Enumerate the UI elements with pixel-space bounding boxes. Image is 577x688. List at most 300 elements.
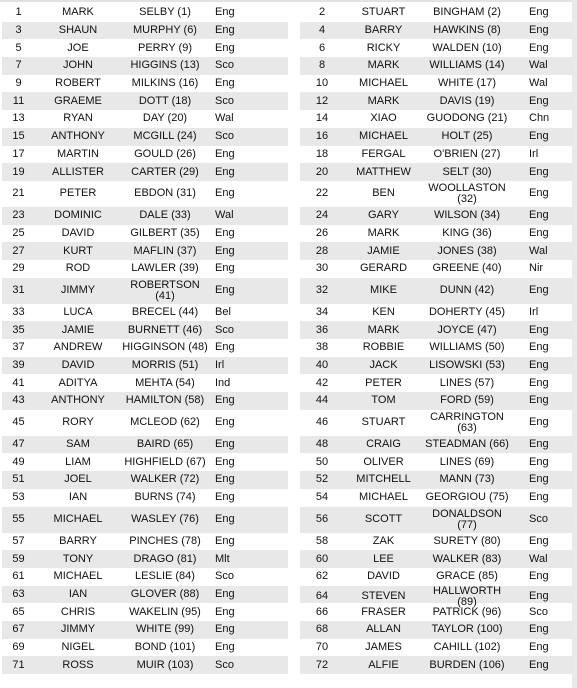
seed-number-cell: 53 [12, 491, 25, 504]
seed-number-cell: 20 [315, 165, 329, 178]
nationality-cell: Eng [529, 359, 549, 372]
nationality-cell: Bel [215, 305, 231, 318]
first-name-cell: MICHAEL [359, 77, 408, 90]
first-name-cell: JIMMY [60, 623, 96, 636]
first-name-cell: JOEL [64, 473, 92, 486]
seed-number-cell: 66 [315, 605, 329, 618]
seed-number-cell: 58 [315, 534, 329, 547]
first-name-cell: JAMIE [61, 323, 95, 336]
left-table-row [2, 22, 288, 40]
right-table-row [300, 436, 572, 454]
nationality-cell: Sco [215, 658, 234, 671]
seed-number-cell: 65 [12, 605, 25, 618]
nationality-cell: Irl [529, 147, 539, 160]
last-name-cell: BRECEL (44) [131, 305, 199, 318]
right-table-row [300, 357, 572, 375]
seed-number-cell: 14 [315, 112, 329, 125]
left-table-row [2, 75, 288, 93]
left-table-row [2, 163, 288, 181]
first-name-cell: MATTHEW [356, 165, 411, 178]
last-name-cell: CAHILL (102) [433, 640, 501, 653]
nationality-cell: Sco [215, 323, 234, 336]
nationality-cell: Eng [529, 209, 549, 222]
first-name-cell: MARK [367, 94, 400, 107]
seed-number-cell: 27 [12, 244, 25, 257]
last-name-cell: GUODONG (21) [426, 112, 508, 125]
left-table-row [2, 181, 288, 207]
last-name-cell: GLOVER (88) [130, 587, 200, 600]
seed-number-cell: 55 [12, 513, 25, 525]
seed-number-cell: 34 [315, 305, 329, 318]
first-name-cell: FERGAL [361, 147, 406, 160]
seed-number-cell: 30 [315, 262, 329, 275]
nationality-cell: Eng [215, 416, 235, 429]
seed-number-cell: 46 [315, 416, 329, 429]
first-name-cell: NIGEL [61, 640, 95, 653]
last-name-cell: TAYLOR (100) [431, 623, 503, 636]
last-name-cell: WILLIAMS (14) [429, 59, 505, 72]
last-name-cell: DONALDSON (77) [432, 507, 502, 531]
left-table-row [2, 533, 288, 551]
nationality-cell: Eng [529, 455, 549, 468]
seed-number-cell: 8 [318, 59, 326, 72]
last-name-cell: DOHERTY (45) [428, 305, 505, 318]
left-table-row [2, 57, 288, 75]
left-table-row [2, 321, 288, 339]
first-name-cell: KURT [63, 244, 93, 257]
left-table-row [2, 4, 288, 22]
right-table-row [300, 639, 572, 657]
nationality-cell: Eng [215, 187, 235, 200]
nationality-cell: Eng [529, 94, 549, 107]
last-name-cell: LAWLER (39) [131, 262, 199, 275]
first-name-cell: JOHN [63, 59, 93, 72]
seed-number-cell: 62 [315, 570, 329, 583]
nationality-cell: Irl [529, 305, 539, 318]
first-name-cell: MICHAEL [359, 491, 408, 504]
nationality-cell: Eng [215, 41, 235, 54]
seed-number-cell: 59 [12, 552, 25, 565]
first-name-cell: ROBBIE [362, 341, 405, 354]
seed-number-cell: 15 [12, 130, 25, 143]
first-name-cell: MICHAEL [359, 130, 408, 143]
nationality-cell: Eng [215, 473, 235, 486]
left-table-row [2, 128, 288, 146]
first-name-cell: GRAEME [54, 94, 102, 107]
seed-number-cell: 4 [318, 24, 326, 37]
right-seed-table [300, 4, 572, 674]
right-table-row [300, 621, 572, 639]
seed-number-cell: 67 [12, 623, 25, 636]
nationality-cell: Eng [529, 187, 549, 200]
right-table-row [300, 533, 572, 551]
first-name-cell: BEN [372, 187, 395, 200]
last-name-cell: MILKINS (16) [131, 77, 199, 90]
first-name-cell: GERARD [359, 262, 408, 275]
seed-number-cell: 17 [12, 147, 25, 160]
first-name-cell: STUART [361, 416, 406, 429]
first-name-cell: ANTHONY [51, 130, 105, 143]
last-name-cell: MCLEOD (62) [130, 416, 200, 429]
last-name-cell: BINGHAM (2) [433, 6, 501, 19]
nationality-cell: Eng [529, 416, 549, 429]
first-name-cell: ALFIE [368, 658, 399, 671]
first-name-cell: MARK [367, 323, 400, 336]
last-name-cell: MURPHY (6) [133, 24, 197, 37]
nationality-cell: Wal [529, 59, 548, 72]
first-name-cell: SCOTT [364, 513, 403, 525]
seed-number-cell: 16 [315, 130, 329, 143]
first-name-cell: IAN [68, 491, 88, 504]
seed-number-cell: 11 [12, 94, 25, 107]
nationality-cell: Eng [215, 341, 235, 354]
seed-number-cell: 33 [12, 305, 25, 318]
first-name-cell: MARK [367, 59, 400, 72]
last-name-cell: DUNN (42) [439, 284, 495, 297]
left-seed-table [2, 4, 288, 674]
left-table-row [2, 453, 288, 471]
last-name-cell: BAIRD (65) [136, 438, 194, 451]
seed-number-cell: 63 [12, 587, 25, 600]
last-name-cell: WAKELIN (95) [129, 605, 201, 618]
nationality-cell: Eng [215, 284, 235, 297]
seed-number-cell: 35 [12, 323, 25, 336]
first-name-cell: STEVEN [361, 590, 406, 603]
last-name-cell: BURDEN (106) [429, 658, 505, 671]
last-name-cell: MCGILL (24) [133, 130, 197, 143]
seed-number-cell: 71 [12, 658, 25, 671]
seed-number-cell: 44 [315, 394, 329, 407]
nationality-cell: Eng [529, 473, 549, 486]
first-name-cell: LUCA [63, 305, 93, 318]
nationality-cell: Mlt [215, 552, 230, 565]
right-table-row [300, 507, 572, 533]
first-name-cell: MARK [367, 226, 400, 239]
left-table-row [2, 656, 288, 674]
seed-number-cell: 50 [315, 455, 329, 468]
last-name-cell: WALKER (83) [432, 552, 502, 565]
last-name-cell: GREENE (40) [432, 262, 502, 275]
last-name-cell: DAVIS (19) [439, 94, 495, 107]
first-name-cell: IAN [68, 587, 88, 600]
nationality-cell: Wal [529, 244, 548, 257]
left-table-row [2, 110, 288, 128]
left-table-row [2, 260, 288, 278]
last-name-cell: BOND (101) [134, 640, 196, 653]
first-name-cell: MARK [62, 6, 94, 19]
right-table-row [300, 207, 572, 225]
first-name-cell: STUART [361, 6, 406, 19]
right-table-row [300, 39, 572, 57]
first-name-cell: RYAN [63, 112, 93, 125]
right-table-row [300, 75, 572, 93]
nationality-cell: Sco [529, 605, 548, 618]
nationality-cell: Eng [529, 130, 549, 143]
seed-number-cell: 22 [315, 187, 329, 200]
nationality-cell: Eng [215, 438, 235, 451]
right-table-row [300, 110, 572, 128]
seed-number-cell: 52 [315, 473, 329, 486]
left-table-row [2, 621, 288, 639]
seed-number-cell: 54 [315, 491, 329, 504]
nationality-cell: Eng [529, 341, 549, 354]
first-name-cell: JAMES [365, 640, 402, 653]
right-table-row [300, 453, 572, 471]
nationality-cell: Eng [529, 41, 549, 54]
last-name-cell: BURNS (74) [134, 491, 196, 504]
nationality-cell: Eng [529, 165, 549, 178]
nationality-cell: Eng [215, 147, 235, 160]
nationality-cell: Eng [529, 570, 549, 583]
seed-number-cell: 41 [12, 376, 25, 389]
last-name-cell: HALLWORTH (89) [432, 584, 502, 608]
first-name-cell: MIKE [370, 284, 397, 297]
last-name-cell: WALDEN (10) [432, 41, 502, 54]
nationality-cell: Chn [529, 112, 550, 125]
right-table-row [300, 92, 572, 110]
first-name-cell: BARRY [364, 24, 403, 37]
nationality-cell: Sco [215, 94, 234, 107]
left-table-row [2, 639, 288, 657]
seed-number-cell: 28 [315, 244, 329, 257]
last-name-cell: HIGGINSON (48) [122, 341, 208, 354]
nationality-cell: Eng [529, 590, 549, 603]
last-name-cell: WHITE (17) [437, 77, 497, 90]
last-name-cell: FORD (59) [440, 394, 494, 407]
first-name-cell: KEN [372, 305, 395, 318]
nationality-cell: Eng [215, 394, 235, 407]
seed-number-cell: 51 [12, 473, 25, 486]
right-table-row [300, 568, 572, 586]
left-table-row [2, 392, 288, 410]
seed-number-cell: 12 [315, 94, 329, 107]
nationality-cell: Eng [215, 244, 235, 257]
right-table-row [300, 163, 572, 181]
nationality-cell: Eng [215, 513, 235, 525]
nationality-cell: Eng [529, 6, 549, 19]
last-name-cell: MAFLIN (37) [133, 244, 197, 257]
first-name-cell: PETER [59, 187, 97, 200]
nationality-cell: Eng [215, 640, 235, 653]
nationality-cell: Sco [215, 130, 234, 143]
nationality-cell: Wal [215, 209, 234, 222]
last-name-cell: WHITE (99) [135, 623, 195, 636]
nationality-cell: Ind [215, 376, 231, 389]
left-table-row [2, 39, 288, 57]
left-table-row [2, 436, 288, 454]
seed-number-cell: 57 [12, 534, 25, 547]
last-name-cell: GILBERT (35) [130, 226, 200, 239]
seed-number-cell: 39 [12, 359, 25, 372]
first-name-cell: TOM [371, 394, 396, 407]
nationality-cell: Eng [215, 262, 235, 275]
first-name-cell: ALLISTER [52, 165, 104, 178]
first-name-cell: XIAO [370, 112, 397, 125]
seed-number-cell: 3 [15, 24, 22, 37]
first-name-cell: JAMIE [367, 244, 400, 257]
nationality-cell: Eng [529, 394, 549, 407]
left-table-row [2, 242, 288, 260]
seed-number-cell: 26 [315, 226, 329, 239]
last-name-cell: SELT (30) [442, 165, 492, 178]
left-table-row [2, 374, 288, 392]
left-table-row [2, 507, 288, 533]
right-table-row [300, 128, 572, 146]
left-table-row [2, 568, 288, 586]
first-name-cell: ZAK [372, 534, 395, 547]
seed-number-cell: 40 [315, 359, 329, 372]
last-name-cell: WASLEY (76) [131, 513, 199, 525]
nationality-cell: Eng [215, 165, 235, 178]
right-table-row [300, 656, 572, 674]
nationality-cell: Sco [215, 570, 234, 583]
last-name-cell: LESLIE (84) [135, 570, 195, 583]
right-table-row [300, 278, 572, 304]
right-table-row [300, 181, 572, 207]
nationality-cell: Sco [215, 59, 234, 72]
last-name-cell: WOOLLASTON (32) [428, 181, 506, 205]
last-name-cell: LISOWSKI (53) [429, 359, 505, 372]
left-table-row [2, 278, 288, 304]
last-name-cell: PATRICK (96) [432, 605, 502, 618]
left-table-row [2, 357, 288, 375]
last-name-cell: GRACE (85) [436, 570, 498, 583]
last-name-cell: O'BRIEN (27) [433, 147, 501, 160]
first-name-cell: JACK [369, 359, 398, 372]
last-name-cell: SURETY (80) [433, 534, 501, 547]
nationality-cell: Eng [529, 623, 549, 636]
left-table-row [2, 410, 288, 436]
right-table-row [300, 304, 572, 322]
first-name-cell: JOE [67, 41, 89, 54]
seed-number-cell: 68 [315, 623, 329, 636]
nationality-cell: Wal [529, 552, 548, 565]
first-name-cell: LIAM [65, 455, 91, 468]
first-name-cell: ROBERT [55, 77, 101, 90]
first-name-cell: CHRIS [60, 605, 96, 618]
last-name-cell: KING (36) [442, 226, 492, 239]
nationality-cell: Eng [215, 455, 235, 468]
seed-number-cell: 37 [12, 341, 25, 354]
seed-number-cell: 69 [12, 640, 25, 653]
seed-number-cell: 23 [12, 209, 25, 222]
nationality-cell: Eng [529, 491, 549, 504]
last-name-cell: LINES (57) [439, 376, 495, 389]
first-name-cell: ALLAN [366, 623, 401, 636]
seed-number-cell: 5 [15, 41, 22, 54]
seed-number-cell: 38 [315, 341, 329, 354]
first-name-cell: ROD [65, 262, 91, 275]
right-table-row [300, 584, 572, 608]
left-table-row [2, 207, 288, 225]
nationality-cell: Eng [529, 226, 549, 239]
first-name-cell: ADITYA [58, 376, 98, 389]
first-name-cell: OLIVER [363, 455, 404, 468]
nationality-cell: Eng [215, 24, 235, 37]
first-name-cell: SAM [66, 438, 90, 451]
seed-number-cell: 48 [315, 438, 329, 451]
left-table-row [2, 471, 288, 489]
nationality-cell: Wal [529, 77, 548, 90]
seed-number-cell: 9 [15, 77, 22, 90]
last-name-cell: MANN (73) [439, 473, 495, 486]
right-table-row [300, 603, 572, 621]
nationality-cell: Eng [529, 284, 549, 297]
nationality-cell: Wal [215, 112, 234, 125]
first-name-cell: MITCHELL [356, 473, 411, 486]
left-table-row [2, 550, 288, 568]
first-name-cell: DOMINIC [54, 209, 102, 222]
seed-number-cell: 70 [315, 640, 329, 653]
nationality-cell: Eng [529, 376, 549, 389]
nationality-cell: Eng [529, 658, 549, 671]
nationality-cell: Eng [215, 623, 235, 636]
seed-number-cell: 29 [12, 262, 25, 275]
last-name-cell: WILSON (34) [433, 209, 500, 222]
last-name-cell: STEADMAN (66) [425, 438, 509, 451]
first-name-cell: BARRY [59, 534, 97, 547]
right-table-row [300, 260, 572, 278]
first-name-cell: JIMMY [60, 284, 96, 297]
first-name-cell: CRAIG [366, 438, 401, 451]
first-name-cell: DAVID [61, 226, 95, 239]
last-name-cell: PERRY (9) [137, 41, 192, 54]
last-name-cell: HAMILTON (58) [125, 394, 205, 407]
seed-number-cell: 7 [15, 59, 22, 72]
seed-number-cell: 72 [315, 658, 329, 671]
left-table-row [2, 92, 288, 110]
left-table-row [2, 225, 288, 243]
nationality-cell: Eng [215, 6, 235, 19]
nationality-cell: Eng [215, 226, 235, 239]
right-table-row [300, 471, 572, 489]
top-border [0, 0, 577, 2]
nationality-cell: Irl [215, 359, 225, 372]
last-name-cell: CARRINGTON (63) [430, 410, 504, 434]
first-name-cell: MARTIN [57, 147, 99, 160]
last-name-cell: DAY (20) [142, 112, 188, 125]
nationality-cell: Eng [215, 491, 235, 504]
seed-number-cell: 36 [315, 323, 329, 336]
right-table-row [300, 225, 572, 243]
last-name-cell: DRAGO (81) [133, 552, 197, 565]
nationality-cell: Eng [215, 534, 235, 547]
nationality-cell: Eng [529, 640, 549, 653]
last-name-cell: MORRIS (51) [131, 359, 199, 372]
right-table-row [300, 550, 572, 568]
last-name-cell: GEORGIOU (75) [425, 491, 509, 504]
first-name-cell: TONY [62, 552, 94, 565]
first-name-cell: FRASER [361, 605, 406, 618]
nationality-cell: Eng [529, 438, 549, 451]
right-table-row [300, 392, 572, 410]
seed-number-cell: 32 [315, 284, 329, 297]
left-table-row [2, 603, 288, 621]
last-name-cell: SELBY (1) [139, 6, 191, 19]
seed-number-cell: 47 [12, 438, 25, 451]
seed-number-cell: 2 [318, 6, 326, 19]
seed-number-cell: 6 [318, 41, 326, 54]
seed-number-cell: 43 [12, 394, 25, 407]
seed-number-cell: 31 [12, 284, 25, 297]
nationality-cell: Eng [215, 77, 235, 90]
first-name-cell: RORY [62, 416, 94, 429]
left-table-row [2, 489, 288, 507]
nationality-cell: Nir [529, 262, 544, 275]
last-name-cell: GOULD (26) [134, 147, 196, 160]
last-name-cell: BURNETT (46) [127, 323, 203, 336]
right-table-row [300, 22, 572, 40]
